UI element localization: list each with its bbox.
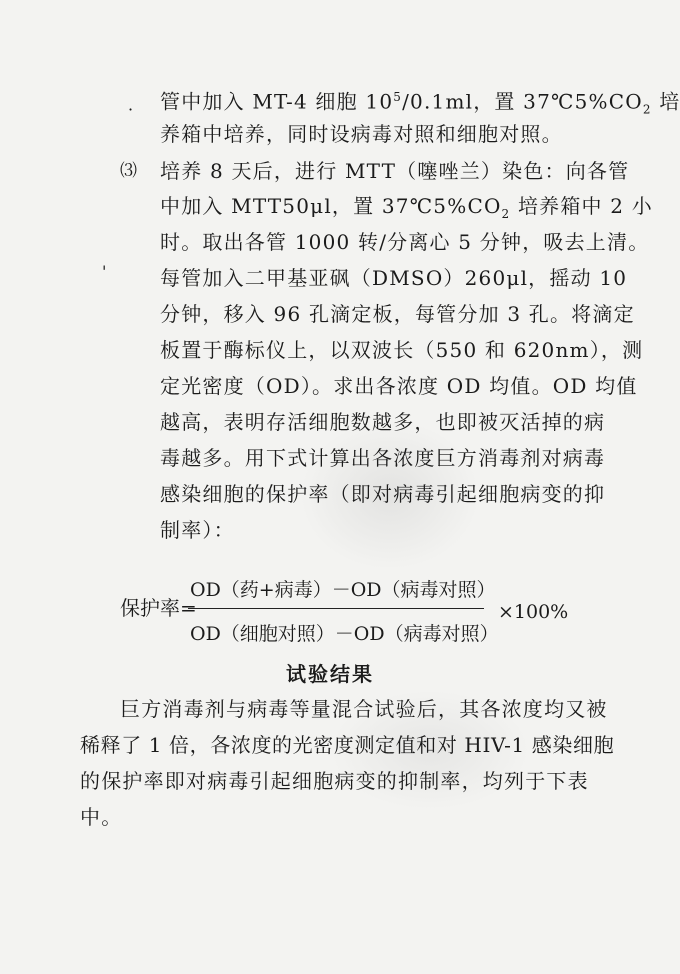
text-line-9: 定光密度（OD）。求出各浓度 OD 均值。OD 均值 <box>160 374 638 398</box>
text-line-6: 每管加入二甲基亚砜（DMSO）260μl，摇动 10 <box>160 266 628 290</box>
text-line-2: 养箱中培养，同时设病毒对照和细胞对照。 <box>160 122 563 146</box>
formula-multiplier: ×100% <box>498 601 569 623</box>
text-line-12: 感染细胞的保护率（即对病毒引起细胞病变的抑 <box>160 482 606 506</box>
text-line-11: 毒越多。用下式计算出各浓度巨方消毒剂对病毒 <box>160 446 606 470</box>
text-line-10: 越高，表明存活细胞数越多，也即被灭活掉的病 <box>160 410 606 434</box>
text-line-5: 时。取出各管 1000 转/分离心 5 分钟，吸去上清。 <box>160 230 650 254</box>
formula-label: 保护率= <box>120 596 197 620</box>
scan-dot: ' <box>102 262 107 281</box>
result-line-1: 巨方消毒剂与病毒等量混合试验后，其各浓度均又被 <box>120 697 608 721</box>
text-line-1-part: 管中加入 MT-4 细胞 10 <box>160 89 394 114</box>
text-line-3: 培养 8 天后，进行 MTT（噻唑兰）染色：向各管 <box>160 159 630 183</box>
text-line-13: 制率）： <box>160 518 235 542</box>
subscript: 2 <box>642 102 652 117</box>
text-line-1-rest: /0.1ml，置 37℃5%CO <box>402 89 643 114</box>
text-line-1 <box>160 85 680 122</box>
text-line-8: 板置于酶标仪上，以双波长（550 和 620nm），测 <box>160 338 644 362</box>
step-marker: ⑶ <box>120 161 139 181</box>
text-line-7: 分钟，移入 96 孔滴定板，每管分加 3 孔。将滴定 <box>160 302 635 326</box>
formula-denominator: OD（细胞对照）－OD（病毒对照） <box>190 623 499 645</box>
section-heading: 试验结果 <box>286 662 374 686</box>
text-line-1-end: 培 <box>651 89 680 114</box>
formula-numerator: OD（药+病毒）－OD（病毒对照） <box>190 579 496 601</box>
fraction-bar <box>188 608 484 609</box>
text-line-4-part: 中加入 MTT50μl，置 37℃5%CO <box>160 194 502 218</box>
result-line-2: 稀释了 1 倍，各浓度的光密度测定值和对 HIV-1 感染细胞 <box>80 733 615 757</box>
superscript: 5 <box>393 90 403 104</box>
result-line-3: 的保护率即对病毒引起细胞病变的抑制率，均列于下表 <box>80 769 589 793</box>
text-line-4 <box>160 194 653 226</box>
scan-dot: · <box>128 100 134 119</box>
result-line-4: 中。 <box>80 805 123 829</box>
text-line-4-end: 培养箱中 2 小 <box>510 194 653 218</box>
subscript: 2 <box>501 207 511 221</box>
